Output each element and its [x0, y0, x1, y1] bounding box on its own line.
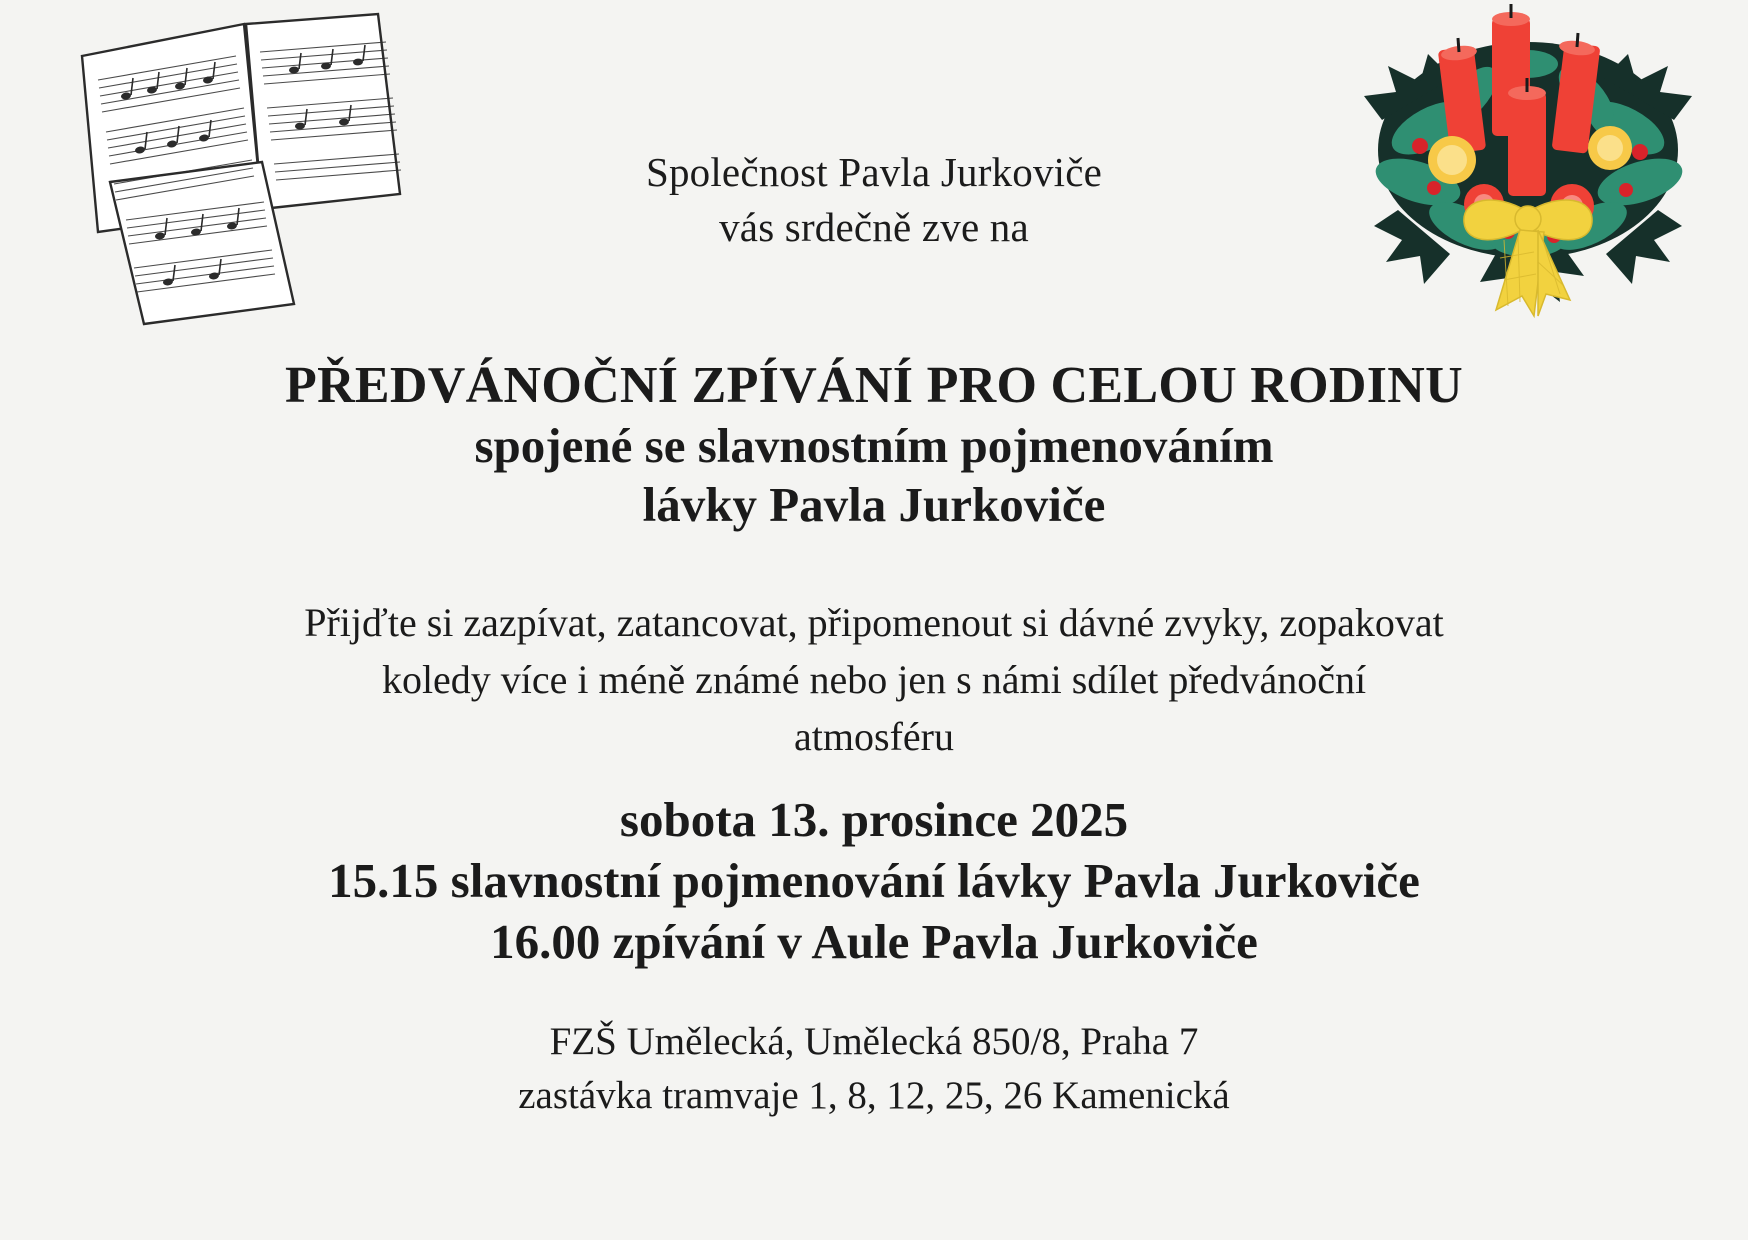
headline-line-3: lávky Pavla Jurkoviče: [642, 477, 1106, 533]
description-line-2: koledy více i méně známé nebo jen s námi sdílet předvánoční: [381, 656, 1367, 702]
intro-line-1: Společnost Pavla Jurkoviče: [645, 149, 1103, 195]
description-line-1: Přijďte si zazpívat, zatancovat, připomenout si dávné zvyky, zopakovat: [304, 600, 1444, 645]
page-title: [0, 355, 1748, 535]
schedule-item-1: 15.15 slavnostní pojmenování lávky Pavla Jurkoviče: [328, 852, 1420, 908]
event-date: sobota 13. prosince 2025: [619, 792, 1129, 847]
description-line-3: atmosféru: [794, 713, 954, 759]
description-block: [54, 595, 1694, 765]
intro-line-2: vás srdečně zve na: [719, 204, 1029, 251]
venue-block: [0, 1015, 1748, 1123]
schedule-block: [0, 790, 1748, 972]
headline-line-1: PŘEDVÁNOČNÍ ZPÍVÁNÍ PRO CELOU RODINU: [285, 357, 1463, 414]
intro-block: [0, 145, 1748, 256]
venue-transit: zastávka tramvaje 1, 8, 12, 25, 26 Kamenická: [518, 1073, 1230, 1117]
schedule-item-2: 16.00 zpívání v Aule Pavla Jurkoviče: [490, 913, 1258, 969]
headline-line-2: spojené se slavnostním pojmenováním: [474, 418, 1274, 474]
venue-address: FZŠ Umělecká, Umělecká 850/8, Praha 7: [549, 1020, 1199, 1063]
